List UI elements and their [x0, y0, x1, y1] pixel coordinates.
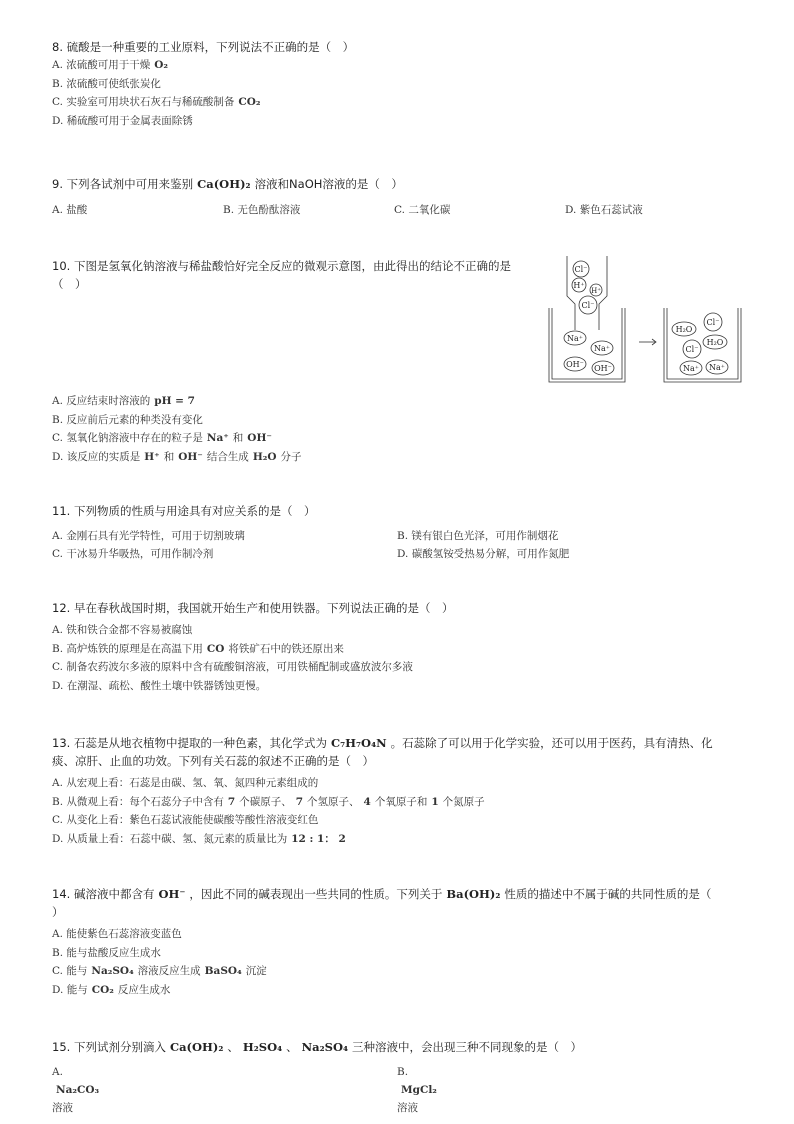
question-8	[52, 38, 742, 130]
option-b[interactable]: B. 浓硫酸可使纸张炭化	[52, 77, 161, 90]
option-a[interactable]: A. 金刚石具有光学特性，可用于切割玻璃	[52, 530, 245, 542]
particle-label: Cl⁻	[706, 318, 720, 327]
particle-label: OH⁻	[594, 364, 612, 373]
question-10-options	[52, 392, 742, 466]
arrow-icon	[639, 339, 656, 345]
option-a[interactable]: A.Na₂CO₃溶液	[52, 1066, 100, 1114]
option-b[interactable]: B. 从微观上看：每个石蕊分子中含有 7 个碳原子、 7 个氢原子、 4 个氧原子和 1 个氮原子	[52, 795, 485, 808]
option-b[interactable]: B. 镁有银白色光泽，可用作制烟花	[397, 530, 559, 542]
question-9	[52, 175, 742, 219]
question-stem: 15. 下列试剂分别滴入 Ca(OH)₂ 、 H₂SO₄ 、 Na₂SO₄ 三种溶液中，会出现三种不同现象的是（ ）	[52, 1040, 582, 1054]
particle	[683, 340, 701, 358]
option-d[interactable]: D. 从质量上看：石蕊中碳、氢、氮元素的质量比为 12 : 1： 2	[52, 832, 346, 845]
question-stem-cont: ）	[52, 905, 64, 919]
option-c[interactable]: C. 干冰易升华吸热，可用作制冷剂	[52, 548, 214, 560]
question-stem: 13. 石蕊是从地衣植物中提取的一种色素，其化学式为 C₇H₇O₄N 。石蕊除了可以用于化学实验，还可以用于医药，具有清热、化	[52, 736, 713, 750]
option-d[interactable]: D. 稀硫酸可用于金属表面除锈	[52, 114, 193, 127]
particle-label: H₂O	[675, 325, 693, 334]
option-d[interactable]: D. 紫色石蕊试液	[565, 204, 643, 216]
option-c[interactable]: C. 能与 Na₂SO₄ 溶液反应生成 BaSO₄ 沉淀	[52, 965, 267, 977]
particle-label: H⁺	[573, 281, 585, 290]
question-15	[52, 1038, 742, 1117]
question-stem-cont: 痰、凉肝、止血的功效。下列有关石蕊的叙述不正确的是（ ）	[52, 754, 374, 768]
option-b[interactable]: B. 反应前后元素的种类没有变化	[52, 413, 203, 426]
particle	[706, 360, 728, 374]
particle	[564, 331, 586, 345]
option-a[interactable]: A. 盐酸	[52, 204, 88, 216]
option-a[interactable]: A. 浓硫酸可用于干燥 O₂	[52, 59, 169, 71]
particle-label: Na⁺	[683, 364, 699, 373]
option-a[interactable]: A. 反应结束时溶液的 pH = 7	[52, 395, 195, 407]
option-d[interactable]: D. 在潮湿、疏松、酸性土壤中铁器锈蚀更慢。	[52, 679, 267, 692]
option-b[interactable]: B.MgCl₂溶液	[397, 1066, 437, 1114]
particle-label: Cl⁻	[581, 301, 595, 310]
particle-label: OH⁻	[566, 360, 584, 369]
question-13	[52, 734, 742, 848]
option-b[interactable]: B. 无色酚酞溶液	[223, 204, 301, 216]
option-b[interactable]: B. 高炉炼铁的原理是在高温下用 CO 将铁矿石中的铁还原出来	[52, 642, 344, 655]
option-a[interactable]: A. 铁和铁合金都不容易被腐蚀	[52, 624, 193, 636]
question-stem: 14. 碱溶液中都含有 OH⁻ ，因此不同的碱表现出一些共同的性质。下列关于 Ba(OH)₂ 性质的描述中不属于碱的共同性质的是（	[52, 887, 712, 901]
particle-label: H⁺	[591, 287, 601, 295]
particle-label: H₂O	[706, 338, 724, 347]
question-stem: 9. 下列各试剂中可用来鉴别 Ca(OH)₂ 溶液和NaOH溶液的是（ ）	[52, 177, 403, 191]
particle-label: Cl⁻	[685, 345, 699, 354]
particle-label: Na⁺	[594, 344, 610, 353]
particle-label: Cl⁻	[574, 265, 588, 274]
option-c[interactable]: C. 实验室可用块状石灰石与稀硫酸制备 CO₂	[52, 96, 261, 108]
reaction-diagram	[545, 256, 745, 386]
particle	[672, 322, 696, 336]
question-10	[52, 257, 542, 293]
particle	[564, 357, 586, 371]
particle	[703, 335, 727, 349]
option-a[interactable]: A. 从宏观上看：石蕊是由碳、氢、氧、氮四种元素组成的	[52, 777, 319, 789]
right-beaker	[664, 308, 741, 382]
option-c[interactable]: C. 二氧化碳	[394, 204, 451, 216]
question-stem-cont: （ ）	[52, 277, 87, 291]
option-d[interactable]: D. 该反应的实质是 H⁺ 和 OH⁻ 结合生成 H₂O 分子	[52, 450, 302, 463]
option-c[interactable]: C. 从变化上看：紫色石蕊试液能使碳酸等酸性溶液变红色	[52, 814, 319, 826]
particle-label: Na⁺	[567, 334, 583, 343]
question-11	[52, 502, 742, 563]
option-b[interactable]: B. 能与盐酸反应生成水	[52, 946, 161, 959]
particle	[590, 284, 602, 296]
particle	[592, 361, 614, 375]
option-d[interactable]: D. 能与 CO₂ 反应生成水	[52, 983, 171, 996]
question-12	[52, 599, 742, 695]
option-d[interactable]: D. 碳酸氢铵受热易分解，可用作氮肥	[397, 548, 570, 560]
option-a[interactable]: A. 能使紫色石蕊溶液变蓝色	[52, 928, 182, 940]
particle-label: Na⁺	[709, 363, 725, 372]
question-stem: 8. 硫酸是一种重要的工业原料，下列说法不正确的是（ ）	[52, 40, 355, 54]
particle	[579, 296, 597, 314]
particle	[572, 278, 586, 292]
question-stem: 10. 下图是氢氧化钠溶液与稀盐酸恰好完全反应的微观示意图，由此得出的结论不正确的是	[52, 259, 511, 273]
option-c[interactable]: C. 氢氧化钠溶液中存在的粒子是 Na⁺ 和 OH⁻	[52, 432, 272, 444]
question-stem: 12. 早在春秋战国时期，我国就开始生产和使用铁器。下列说法正确的是（ ）	[52, 601, 454, 615]
particle	[704, 313, 722, 331]
particle	[591, 341, 613, 355]
question-stem: 11. 下列物质的性质与用途具有对应关系的是（ ）	[52, 504, 316, 518]
left-beaker	[549, 308, 625, 382]
option-c[interactable]: C. 制备农药波尔多液的原料中含有硫酸铜溶液，可用铁桶配制或盛放波尔多液	[52, 661, 413, 673]
particle	[680, 361, 702, 375]
question-14	[52, 885, 742, 999]
particle	[573, 261, 589, 277]
